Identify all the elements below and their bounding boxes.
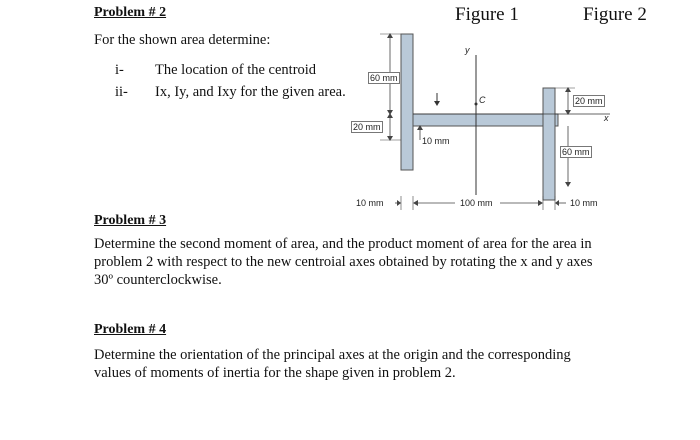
centroid-label: C (479, 95, 486, 105)
problem-2-heading: Problem # 2 (94, 5, 167, 20)
dim-10mm-right: 10 mm (570, 198, 598, 208)
problem-3-text: Determine the second moment of area, and the product moment of area for the area in problem 2 with respect to the new centroial axes obtained by rotating the x and y axes 30º counterclockwise. (94, 236, 593, 288)
centroid-marker (475, 103, 478, 106)
figure-2-label: Figure 2 (583, 4, 647, 25)
problem-4-text: Determine the orientation of the principal axes at the origin and the corresponding values of moments of inertia for the shape given in problem 2. (94, 347, 571, 381)
x-axis-label: x (604, 113, 609, 123)
left-flange (401, 34, 413, 170)
dim-60mm-right: 60 mm (562, 147, 590, 157)
dim-60mm-top: 60 mm (370, 73, 398, 83)
dim-20mm-left: 20 mm (353, 122, 381, 132)
dim-100mm: 100 mm (460, 198, 493, 208)
dim-20mm-right: 20 mm (575, 96, 603, 106)
problem-3-heading: Problem # 3 (94, 213, 167, 228)
web (413, 114, 558, 126)
item-1-text: The location of the centroid (155, 62, 317, 78)
cross-section-diagram (345, 25, 645, 220)
figure-1-label: Figure 1 (455, 4, 519, 25)
y-axis-label: y (465, 45, 470, 55)
dim-10mm-left: 10 mm (356, 198, 384, 208)
problem-2-intro: For the shown area determine: (94, 32, 271, 48)
item-1-marker: i- (115, 62, 124, 78)
right-flange (543, 88, 555, 200)
problem-4-heading: Problem # 4 (94, 322, 167, 337)
dim-10mm-web: 10 mm (422, 136, 450, 146)
item-2-marker: ii- (115, 84, 128, 100)
item-2-text: Ix, Iy, and Ixy for the given area. (155, 84, 346, 100)
